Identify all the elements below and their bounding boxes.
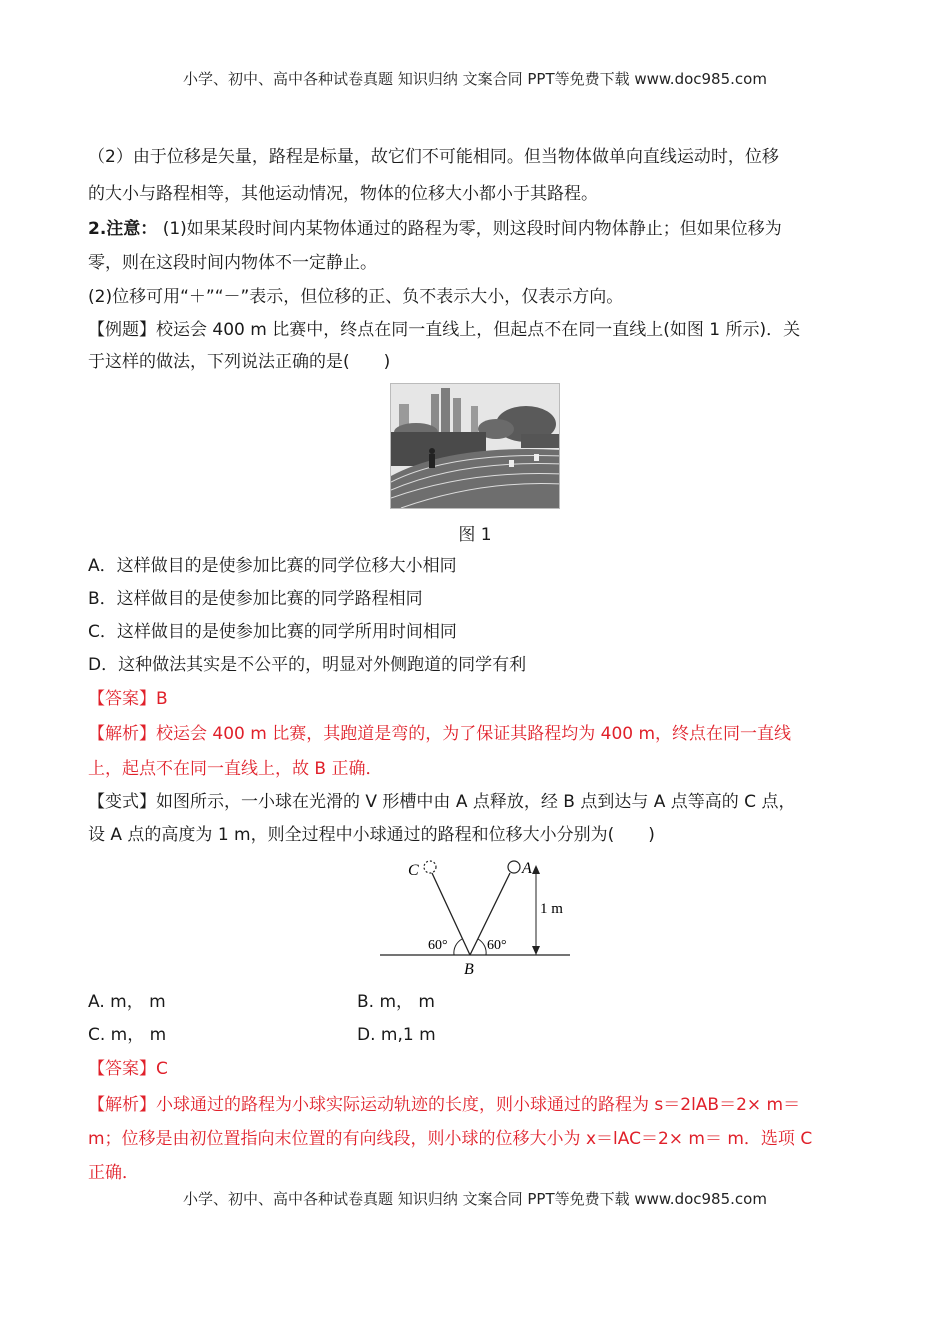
note-text-1: (1)如果某段时间内某物体通过的路程为零，则这段时间内物体静止；但如果位移为 [157,219,782,239]
variant-analysis-3: 正确． [88,1163,139,1183]
variant-option-b: B. m， m [357,992,435,1012]
label-c: C [408,862,419,879]
option-c: C．这样做目的是使参加比赛的同学所用时间相同 [88,622,457,642]
ball-at-a [508,861,520,873]
v-groove-diagram [380,855,580,980]
example-line-1: 【例题】校运会 400 m 比赛中，终点在同一直线上，但起点不在同一直线上(如图 1 所示)．关 [88,320,801,340]
option-a: A．这样做目的是使参加比赛的同学位移大小相同 [88,556,457,576]
example-analysis-2: 上，起点不在同一直线上，故 B 正确． [88,759,383,779]
ball-at-c [424,861,436,873]
note-line-1 [88,217,868,241]
para-line-1: （2）由于位移是矢量，路程是标量，故它们不可能相同。但当物体做单向直线运动时，位移 [88,147,779,167]
height-label: 1 m [540,901,563,917]
angle-label-right: 60° [487,938,507,953]
page-footer: 小学、初中、高中各种试卷真题 知识归纳 文案合同 PPT等免费下载 www.doc985.com [183,1190,767,1208]
variant-analysis-1: 【解析】小球通过的路程为小球实际运动轨迹的长度，则小球通过的路程为 s＝2lAB＝2× m＝ [88,1095,801,1115]
note-label: 2.注意： [88,219,158,239]
track-photo [390,383,560,509]
variant-option-d: D. m,1 m [357,1025,436,1045]
example-line-2: 于这样的做法，下列说法正确的是( ) [88,352,391,372]
variant-line-1: 【变式】如图所示，一小球在光滑的 V 形槽中由 A 点释放，经 B 点到达与 A 点等高的 C 点， [88,792,796,812]
label-a: A [522,860,532,877]
variant-option-c: C. m， m [88,1025,167,1045]
track-photo-drawing [391,384,560,509]
option-b: B．这样做目的是使参加比赛的同学路程相同 [88,589,423,609]
variant-option-a: A. m， m [88,992,166,1012]
angle-arc-right [478,939,486,955]
angle-label-left: 60° [428,938,448,953]
height-arrow-bottom [532,946,540,955]
variant-line-2: 设 A 点的高度为 1 m，则全过程中小球通过的路程和位移大小分别为( ) [88,825,655,845]
variant-answer: 【答案】C [88,1059,168,1079]
angle-arc-left [454,939,462,955]
example-answer: 【答案】B [88,689,168,709]
label-b: B [464,961,474,978]
option-d: D．这种做法其实是不公平的，明显对外侧跑道的同学有利 [88,655,527,675]
page-header: 小学、初中、高中各种试卷真题 知识归纳 文案合同 PPT等免费下载 www.doc985.com [183,70,767,88]
note-line-2: 零，则在这段时间内物体不一定静止。 [88,253,377,273]
note-line-3: (2)位移可用“＋”“－”表示，但位移的正、负不表示大小，仅表示方向。 [88,287,624,307]
variant-analysis-2: m；位移是由初位置指向末位置的有向线段，则小球的位移大小为 x＝lAC＝2× m＝ m．选项 C [88,1129,813,1149]
para-line-2: 的大小与路程相等，其他运动情况，物体的位移大小都小于其路程。 [88,184,598,204]
height-arrow-top [532,865,540,874]
example-analysis-1: 【解析】校运会 400 m 比赛，其跑道是弯的，为了保证其路程均为 400 m，终点在同一直线 [88,724,792,744]
figure-caption: 图 1 [458,525,492,545]
